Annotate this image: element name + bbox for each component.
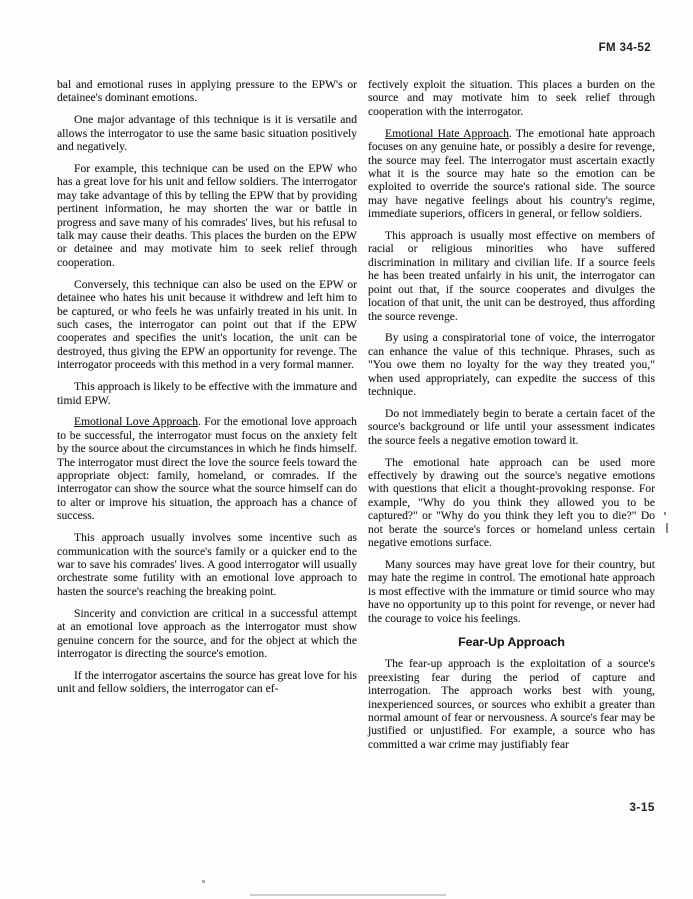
paragraph: Conversely, this technique can also be used on the EPW or detainee who hates his unit because it withdrew and left him to be captured, or who feels he was unfairly treated in his unit. In such cases, the interrogator can point out that if the EPW cooperates and specifies the unit's location, the unit can be destroyed, thus giving the EPW an opportunity for revenge. The interrogator proceeds with this method in a very formal manner. <box>57 277 357 372</box>
document-header: FM 34-52 <box>598 42 651 54</box>
underlined-approach-title: Emotional Hate Approach <box>385 126 509 140</box>
paragraph: Do not immediately begin to berate a certain facet of the source's background or life until your assessment indicates the source feels a negative emotion toward it. <box>368 406 655 447</box>
paragraph: Many sources may have great love for their country, but may hate the regime in control. The emotional hate approach is most effective with the immature or timid source who may have no opportunity up to this point for revenge, or never had the courage to voice his feelings. <box>368 558 655 625</box>
scan-artifact-dot <box>664 512 666 515</box>
paragraph-emotional-hate-approach <box>368 127 655 221</box>
scan-artifact-speck <box>202 880 205 883</box>
scan-artifact-line <box>250 894 446 896</box>
paragraph: This approach is usually most effective on members of racial or religious minorities who have suffered discrimination in military and civilian life. If a source feels he has been treated unfairly in his unit, the interrogator can point out that, if the source cooperates and divulges the location of that unit, the unit can be destroyed, thus affording the source revenge. <box>368 229 655 323</box>
left-column <box>57 78 357 704</box>
paragraph: Sincerity and conviction are critical in a successful attempt at an emotional love approach as the interrogator must show genuine concern for the source, and for the object at which the interrogator is directing the source's emotion. <box>57 606 357 660</box>
right-column <box>368 78 655 760</box>
page-number: 3-15 <box>629 800 655 814</box>
paragraph: One major advantage of this technique is it is versatile and allows the interrogator to use the same basic situation positively and negatively. <box>57 113 357 154</box>
scan-artifact-dash <box>666 523 668 533</box>
paragraph: The emotional hate approach can be used more effectively by drawing out the source's negative emotions with questions that elicit a thought-provoking response. For example, "Why do you think they allowed you to be captured?" or "Why do you think they left you to die?" Do not berate the source's forces or homeland unless certain negative emotions surface. <box>368 455 655 550</box>
paragraph-text: . The emotional hate approach focuses on any genuine hate, or possibly a desire for revenge, the source may feel. The interrogator must ascertain exactly what it is the source may hate so the emotion can be exploited to override the source's rational side. The source may have negative feelings about his country's regime, immediate superiors, officers in general, or fellow soldiers. <box>368 126 656 221</box>
paragraph: By using a conspiratorial tone of voice, the interrogator can enhance the value of this technique. Phrases, such as "You owe them no loyalty for the way they treated you," when used appropriately, can expedite the success of this technique. <box>368 331 655 399</box>
paragraph: For example, this technique can be used on the EPW who has a great love for his unit and fellow soldiers. The interrogator may take advantage of this by telling the EPW that by providing pertinent information, he may shorten the war or battle in progress and save many of his comrades' lives, but his refusal to talk may cause their deaths. This places the burden on the EPW or detainee and may motivate him to seek relief through cooperation. <box>57 162 357 269</box>
paragraph: fectively exploit the situation. This places a burden on the source and may motivate him to seek relief through cooperation with the interrogator. <box>368 78 655 118</box>
paragraph: If the interrogator ascertains the source has great love for his unit and fellow soldiers, the interrogator can ef- <box>57 668 357 696</box>
paragraph: The fear-up approach is the exploitation of a source's preexisting fear during the period of capture and interrogation. The approach works best with young, inexperienced sources, or sources who exhibit a greater than normal amount of fear or nervousness. A source's fear may be justified or unjustified. For example, a source who has committed a war crime may justifiably fear <box>368 657 655 751</box>
paragraph: bal and emotional ruses in applying pressure to the EPW's or detainee's dominant emotions. <box>57 78 357 105</box>
paragraph: This approach is likely to be effective with the immature and timid EPW. <box>57 380 357 407</box>
paragraph-text: . For the emotional love approach to be successful, the interrogator must focus on the anxiety felt by the source about the circumstances in which he finds himself. The interrogator must direct the love the source feels toward the appropriate object: family, homeland, or comrades. If the interrogator can show the source what the source himself can do to alter or improve his situation, the approach has a chance of success. <box>57 415 357 523</box>
underlined-approach-title: Emotional Love Approach <box>74 415 198 429</box>
section-heading-fear-up-approach: Fear-Up Approach <box>458 635 565 650</box>
paragraph: This approach usually involves some incentive such as communication with the source's family or a quicker end to the war to save his comrades' lives. A good interrogator will usually orchestrate some futility with an emotional love approach to hasten the source's reaching the breaking point. <box>57 531 357 598</box>
paragraph-emotional-love-approach <box>57 415 357 522</box>
